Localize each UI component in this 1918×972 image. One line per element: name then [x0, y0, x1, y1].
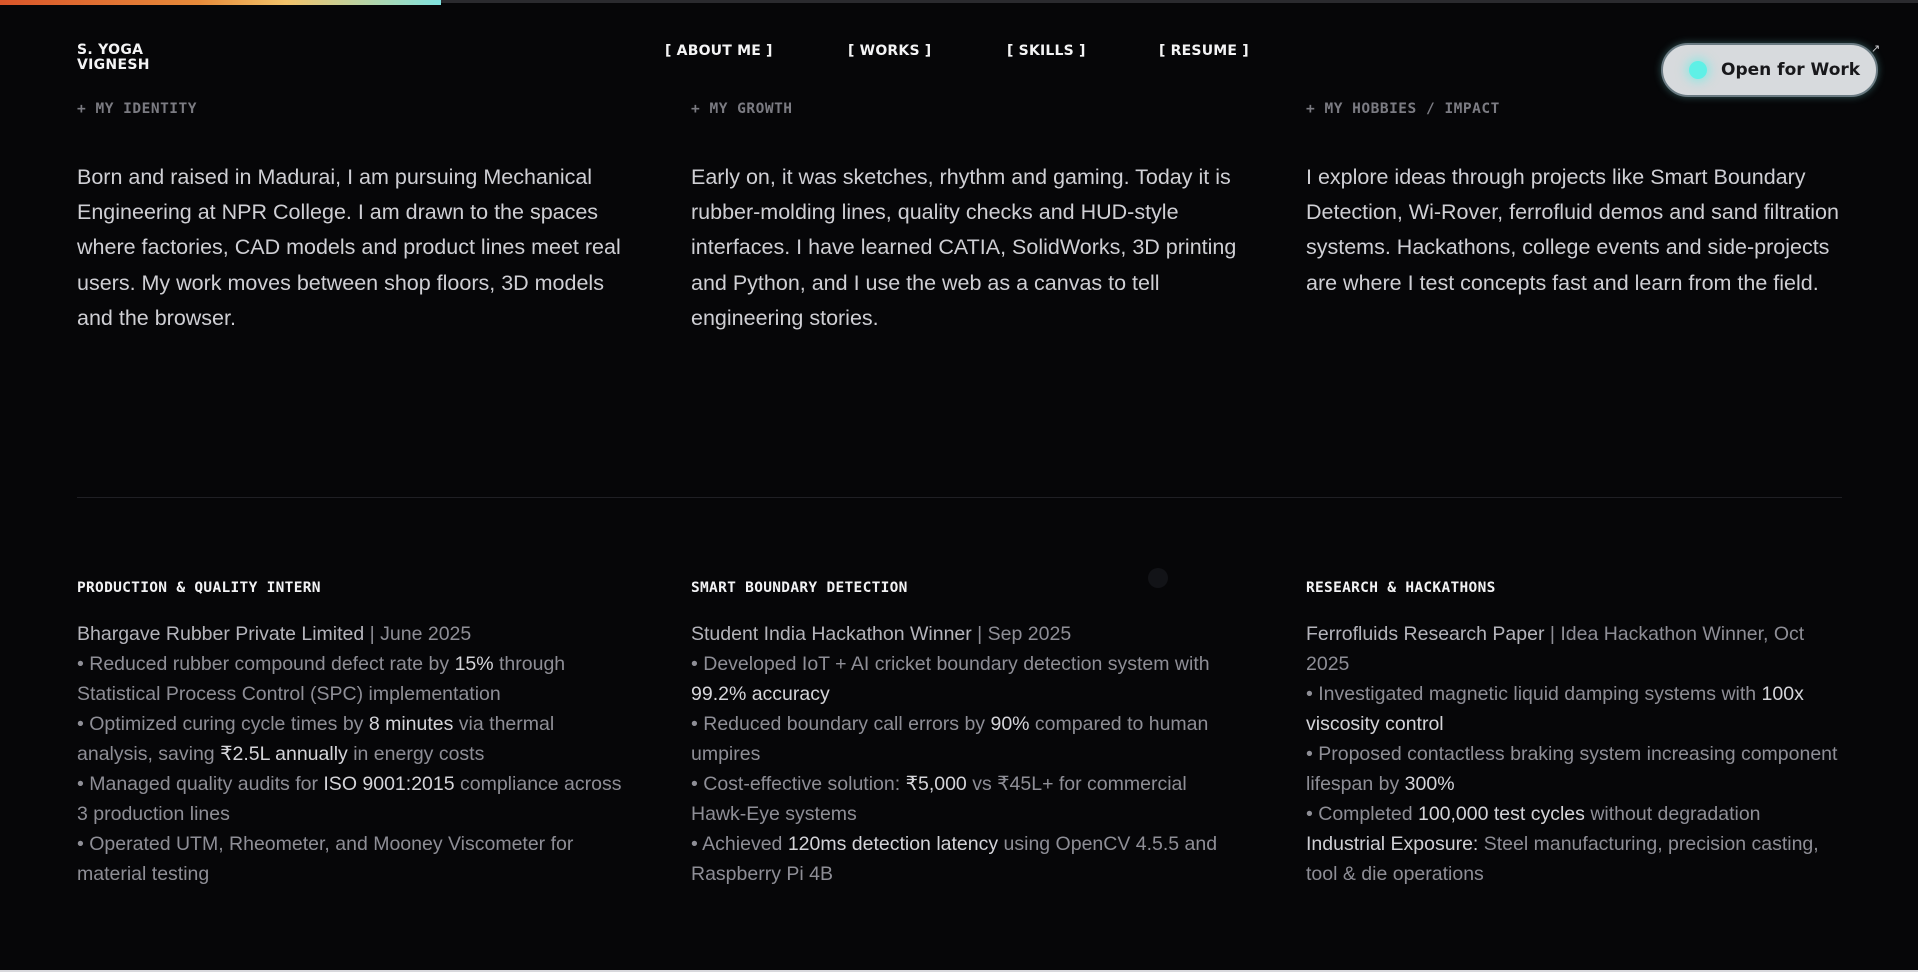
site-logo[interactable] — [77, 43, 150, 73]
separator: | — [971, 623, 988, 645]
open-for-work-label: Open for Work — [1721, 60, 1861, 80]
boundary-card-body — [691, 619, 1236, 889]
intern-card-body — [77, 619, 622, 889]
card-subtitle — [691, 619, 1236, 649]
cursor-dot — [1148, 568, 1168, 588]
nav-about-me[interactable]: [ ABOUT ME ] — [665, 43, 773, 59]
research-card-title: RESEARCH & HACKATHONS — [1306, 580, 1496, 596]
bullet-item: • Completed 100,000 test cycles without degradation — [1306, 803, 1761, 825]
bullet-item: Industrial Exposure: Steel manufacturing, precision casting, tool & die operations — [1306, 833, 1819, 885]
logo-line-1: S. YOGA — [77, 42, 144, 58]
bullet-item: • Developed IoT + AI cricket boundary detection system with 99.2% accuracy — [691, 653, 1210, 705]
date: Sep 2025 — [987, 623, 1072, 645]
date: June 2025 — [380, 623, 472, 645]
growth-text: Early on, it was sketches, rhythm and gaming. Today it is rubber-molding lines, quality checks and HUD-style interfaces. I have learned CATIA, SolidWorks, 3D printing and Python, and I use the web as a canvas to tell engineering stories. — [691, 165, 1237, 330]
identity-text: Born and raised in Madurai, I am pursuing Mechanical Engineering at NPR College. I am drawn to the spaces where factories, CAD models and product lines meet real users. My work moves between shop floors, 3D models and the browser. — [77, 165, 621, 330]
org-name: Student India Hackathon Winner — [691, 623, 972, 645]
bullet-item: • Achieved 120ms detection latency using OpenCV 4.5.5 and Raspberry Pi 4B — [691, 833, 1218, 885]
intern-card-title: PRODUCTION & QUALITY INTERN — [77, 580, 321, 596]
nav-skills[interactable]: [ SKILLS ] — [1007, 43, 1086, 59]
date: Idea Hackathon Winner, Oct 2025 — [1306, 623, 1805, 675]
bullet-item: • Optimized curing cycle times by 8 minutes via thermal analysis, saving ₹2.5L annually in energy costs — [77, 713, 555, 765]
growth-heading: + MY GROWTH — [691, 101, 793, 117]
research-card-body — [1306, 619, 1851, 889]
bullet-item: • Managed quality audits for ISO 9001:2015 compliance across 3 production lines — [77, 773, 622, 825]
org-name: Ferrofluids Research Paper — [1306, 623, 1545, 645]
arrow-up-right-icon: ↗ — [1871, 43, 1881, 55]
org-name: Bhargave Rubber Private Limited — [77, 623, 365, 645]
logo-line-2: VIGNESH — [77, 57, 150, 73]
card-subtitle — [77, 619, 622, 649]
hobbies-text: I explore ideas through projects like Smart Boundary Detection, Wi-Rover, ferrofluid demos and sand filtration systems. Hackathons, college events and side-projects are where I test concepts fast and learn from the field. — [1306, 165, 1839, 295]
bullet-item: • Cost-effective solution: ₹5,000 vs ₹45L+ for commercial Hawk-Eye systems — [691, 773, 1187, 825]
card-subtitle — [1306, 619, 1851, 679]
scroll-progress-bar — [0, 0, 441, 5]
nav-works[interactable]: [ WORKS ] — [848, 43, 932, 59]
identity-heading: + MY IDENTITY — [77, 101, 197, 117]
bullet-item: • Investigated magnetic liquid damping systems with 100x viscosity control — [1306, 683, 1804, 735]
separator: | — [364, 623, 381, 645]
open-for-work-button[interactable] — [1661, 43, 1881, 97]
bullet-item: • Reduced rubber compound defect rate by 15% through Statistical Process Control (SPC) implementation — [77, 653, 566, 705]
boundary-card-title: SMART BOUNDARY DETECTION — [691, 580, 908, 596]
section-divider — [77, 497, 1842, 498]
bullet-item: • Reduced boundary call errors by 90% compared to human umpires — [691, 713, 1209, 765]
nav-resume[interactable]: [ RESUME ] — [1159, 43, 1249, 59]
bullet-item: • Proposed contactless braking system increasing component lifespan by 300% — [1306, 743, 1838, 795]
hobbies-heading: + MY HOBBIES / IMPACT — [1306, 101, 1500, 117]
bullet-item: • Operated UTM, Rheometer, and Mooney Viscometer for material testing — [77, 833, 574, 885]
status-dot-icon — [1689, 61, 1707, 79]
separator: | — [1544, 623, 1561, 645]
